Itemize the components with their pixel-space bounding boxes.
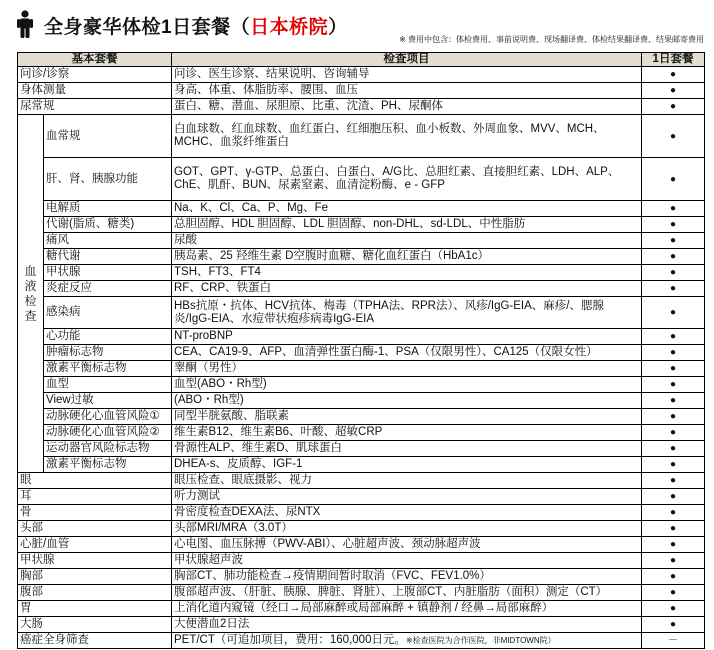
table-row <box>18 99 705 115</box>
category-cell: 糖代谢 <box>44 249 172 265</box>
category-cell: 眼 <box>18 473 172 489</box>
table-row <box>18 537 705 553</box>
items-cell: 血型(ABO・Rh型) <box>172 377 642 393</box>
items-cell: NT-proBNP <box>172 329 642 345</box>
included-mark: ● <box>642 585 705 601</box>
items-cell: GOT、GPT、γ-GTP、总蛋白、白蛋白、A/G比、总胆红素、直接胆红素、LDH、ALP、ChE、肌酐、BUN、尿素窒素、血清淀粉酶、e - GFP <box>172 158 642 201</box>
person-icon <box>14 10 36 38</box>
blood-test-char: 检 <box>24 293 37 308</box>
included-mark: ● <box>642 393 705 409</box>
table-row <box>18 601 705 617</box>
table-row <box>18 297 705 329</box>
category-cell: 炎症反应 <box>44 281 172 297</box>
table-row <box>18 67 705 83</box>
included-mark: ● <box>642 489 705 505</box>
included-mark: ● <box>642 377 705 393</box>
category-cell: 血常规 <box>44 115 172 158</box>
items-cell: 甲状腺超声波 <box>172 553 642 569</box>
included-mark: ● <box>642 617 705 633</box>
items-cell: 同型半胱氨酸、脂联素 <box>172 409 642 425</box>
table-row <box>18 409 705 425</box>
items-cell: 听力测试 <box>172 489 642 505</box>
category-cell: View过敏 <box>44 393 172 409</box>
included-mark: ● <box>642 297 705 329</box>
category-cell: 问诊/诊察 <box>18 67 172 83</box>
included-mark: ● <box>642 409 705 425</box>
category-cell: 骨 <box>18 505 172 521</box>
items-cell: 总胆固醇、HDL 胆固醇、LDL 胆固醇、non-DHL、sd-LDL、中性脂肪 <box>172 217 642 233</box>
items-cell: (ABO・Rh型) <box>172 393 642 409</box>
table-row <box>18 441 705 457</box>
category-cell: 痛风 <box>44 233 172 249</box>
included-mark: ● <box>642 537 705 553</box>
items-cell: 胸部CT、肺功能检查→疫情期间暂时取消（FVC、FEV1.0%） <box>172 569 642 585</box>
items-cell: 问诊、医生诊察、结果说明、咨询辅导 <box>172 67 642 83</box>
partner-hospital-note: ※检查医院为合作医院，非MIDTOWN院） <box>405 636 556 645</box>
included-mark: ● <box>642 569 705 585</box>
items-cell: 骨密度检查DEXA法、尿NTX <box>172 505 642 521</box>
items-cell: 睾酮（男性） <box>172 361 642 377</box>
page-header <box>14 10 704 44</box>
table-row <box>18 569 705 585</box>
category-cell: 大肠 <box>18 617 172 633</box>
pet-ct-text: PET/CT（可追加项目，费用：160,000日元。 <box>174 634 406 646</box>
items-cell: 骨源性ALP、维生素D、肌球蛋白 <box>172 441 642 457</box>
category-cell: 激素平衡标志物 <box>44 457 172 473</box>
blood-test-label <box>18 115 44 473</box>
table-row <box>18 425 705 441</box>
category-cell: 激素平衡标志物 <box>44 361 172 377</box>
category-cell: 身体测量 <box>18 83 172 99</box>
table-row <box>18 265 705 281</box>
items-cell: 蛋白、糖、潜血、尿胆原、比重、沈渣、PH、尿酮体 <box>172 99 642 115</box>
items-cell: 胰岛素、25 羟维生素 D空腹时血糖、糖化血红蛋白（HbA1c） <box>172 249 642 265</box>
category-cell: 电解质 <box>44 201 172 217</box>
table-row <box>18 457 705 473</box>
items-cell: 大便潜血2日法 <box>172 617 642 633</box>
included-mark: ● <box>642 265 705 281</box>
items-cell <box>172 633 642 649</box>
category-cell: 耳 <box>18 489 172 505</box>
header-one-day-package: 1日套餐 <box>642 53 705 67</box>
category-cell: 动脉硬化心血管风险① <box>44 409 172 425</box>
items-cell: TSH、FT3、FT4 <box>172 265 642 281</box>
header-check-items: 检查项目 <box>172 53 642 67</box>
included-mark: ● <box>642 233 705 249</box>
included-mark: ● <box>642 601 705 617</box>
included-mark: ● <box>642 281 705 297</box>
category-cell: 癌症全身筛查 <box>18 633 172 649</box>
category-cell: 心脏/血管 <box>18 537 172 553</box>
items-cell: Na、K、Cl、Ca、P、Mg、Fe <box>172 201 642 217</box>
header-basic-package: 基本套餐 <box>18 53 172 67</box>
category-cell: 尿常规 <box>18 99 172 115</box>
fee-note: ※ 费用中包含：体检费用、事前说明费、现场翻译费、体检结果翻译费、结果邮寄费用 <box>399 35 704 44</box>
items-cell: 尿酸 <box>172 233 642 249</box>
included-mark: ● <box>642 473 705 489</box>
not-included-mark: － <box>642 633 705 649</box>
table-row <box>18 345 705 361</box>
included-mark: ● <box>642 361 705 377</box>
category-cell: 心功能 <box>44 329 172 345</box>
page-title: 全身豪华体检1日套餐（日本桥院） <box>44 17 348 38</box>
category-cell: 代谢(脂质、糖类) <box>44 217 172 233</box>
blood-test-char: 液 <box>24 278 37 293</box>
items-cell: CEA、CA19-9、AFP、血清弹性蛋白酶-1、PSA（仅限男性）、CA125（仅限女性） <box>172 345 642 361</box>
category-cell: 胸部 <box>18 569 172 585</box>
items-cell: 维生素B12、维生素B6、叶酸、超敏CRP <box>172 425 642 441</box>
table-row <box>18 489 705 505</box>
category-cell: 腹部 <box>18 585 172 601</box>
category-cell: 动脉硬化心血管风险② <box>44 425 172 441</box>
included-mark: ● <box>642 521 705 537</box>
items-cell: 上消化道内窥镜（经口→局部麻醉或局部麻醉 + 镇静剂 / 经鼻→局部麻醉） <box>172 601 642 617</box>
table-row <box>18 505 705 521</box>
table-row <box>18 233 705 249</box>
table-row <box>18 473 705 489</box>
table-row <box>18 393 705 409</box>
table-row <box>18 377 705 393</box>
table-row <box>18 249 705 265</box>
table-row <box>18 361 705 377</box>
table-row <box>18 329 705 345</box>
table-row <box>18 83 705 99</box>
blood-test-char: 血 <box>24 263 37 278</box>
hospital-name: 日本桥院 <box>250 17 329 38</box>
category-cell: 甲状腺 <box>18 553 172 569</box>
table-header-row <box>18 53 705 67</box>
table-row <box>18 281 705 297</box>
items-cell: 心电图、血压脉搏（PWV-ABI）、心脏超声波、颈动脉超声波 <box>172 537 642 553</box>
included-mark: ● <box>642 201 705 217</box>
included-mark: ● <box>642 83 705 99</box>
included-mark: ● <box>642 329 705 345</box>
items-cell: 眼压检查、眼底摄影、视力 <box>172 473 642 489</box>
category-cell: 甲状腺 <box>44 265 172 281</box>
items-cell: 白血球数、红血球数、血红蛋白、红细胞压积、血小板数、外周血象、MVV、MCH、MCHC、血浆纤维蛋白 <box>172 115 642 158</box>
table-row <box>18 553 705 569</box>
category-cell: 感染病 <box>44 297 172 329</box>
checkup-table <box>17 52 705 649</box>
included-mark: ● <box>642 345 705 361</box>
included-mark: ● <box>642 158 705 201</box>
category-cell: 运动器官风险标志物 <box>44 441 172 457</box>
included-mark: ● <box>642 553 705 569</box>
blood-test-char: 查 <box>24 308 37 323</box>
table-row <box>18 521 705 537</box>
items-cell: RF、CRP、铁蛋白 <box>172 281 642 297</box>
table-row <box>18 115 705 158</box>
included-mark: ● <box>642 441 705 457</box>
table-row <box>18 217 705 233</box>
included-mark: ● <box>642 249 705 265</box>
included-mark: ● <box>642 67 705 83</box>
table-row <box>18 633 705 649</box>
table-row <box>18 585 705 601</box>
category-cell: 胃 <box>18 601 172 617</box>
category-cell: 肿瘤标志物 <box>44 345 172 361</box>
category-cell: 头部 <box>18 521 172 537</box>
table-row <box>18 201 705 217</box>
category-cell: 血型 <box>44 377 172 393</box>
table-row <box>18 617 705 633</box>
included-mark: ● <box>642 457 705 473</box>
items-cell: 头部MRI/MRA（3.0T） <box>172 521 642 537</box>
included-mark: ● <box>642 425 705 441</box>
table-row <box>18 158 705 201</box>
included-mark: ● <box>642 115 705 158</box>
included-mark: ● <box>642 217 705 233</box>
items-cell: DHEA-s、皮质醇、IGF-1 <box>172 457 642 473</box>
included-mark: ● <box>642 505 705 521</box>
items-cell: 身高、体重、体脂肪率、腰围、血压 <box>172 83 642 99</box>
items-cell: 腹部超声波、（肝脏、胰腺、脾脏、肾脏）、上腹部CT、内脏脂肪（面积）测定（CT） <box>172 585 642 601</box>
items-cell: HBs抗原・抗体、HCV抗体、梅毒（TPHA法、RPR法）、风疹/IgG-EIA、麻疹/、腮腺炎/IgG-EIA、水痘带状疱疹病毒IgG-EIA <box>172 297 642 329</box>
included-mark: ● <box>642 99 705 115</box>
category-cell: 肝、肾、胰腺功能 <box>44 158 172 201</box>
